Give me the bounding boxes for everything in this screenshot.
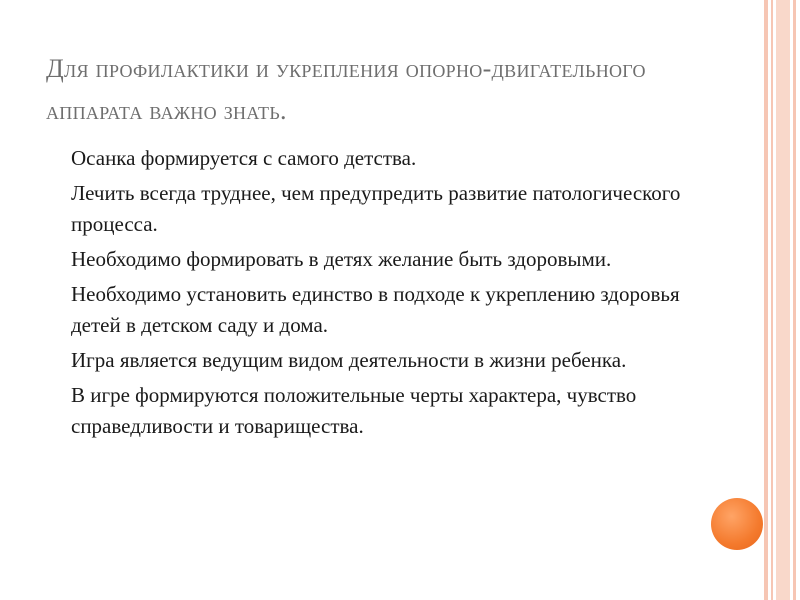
list-item-text: Лечить всегда труднее, чем предупредить развитие патологического процесса. [71, 181, 681, 236]
list-item [44, 279, 724, 341]
decorative-circle [711, 498, 763, 550]
list-item-text: Игра является ведущим видом деятельности в жизни ребенка. [71, 348, 627, 372]
list-item [44, 143, 724, 174]
list-item [44, 345, 724, 376]
bullet-list [44, 143, 724, 446]
list-item-text: Необходимо формировать в детях желание быть здоровыми. [71, 247, 612, 271]
list-item-text: Необходимо установить единство в подходе к укреплению здоровья детей в детском саду и дома. [71, 282, 680, 337]
frame-stripe [771, 0, 773, 600]
list-item-text: В игре формируются положительные черты характера, чувство справедливости и товарищества. [71, 383, 637, 438]
list-item [44, 380, 724, 442]
slide-title: Для профилактики и укрепления опорно-двигательного аппарата важно знать. [46, 54, 646, 125]
list-item [44, 244, 724, 275]
frame-stripe [776, 0, 790, 600]
frame-stripe [764, 0, 768, 600]
frame-stripe [793, 0, 796, 600]
list-item [44, 178, 724, 240]
list-item-text: Осанка формируется с самого детства. [71, 146, 417, 170]
